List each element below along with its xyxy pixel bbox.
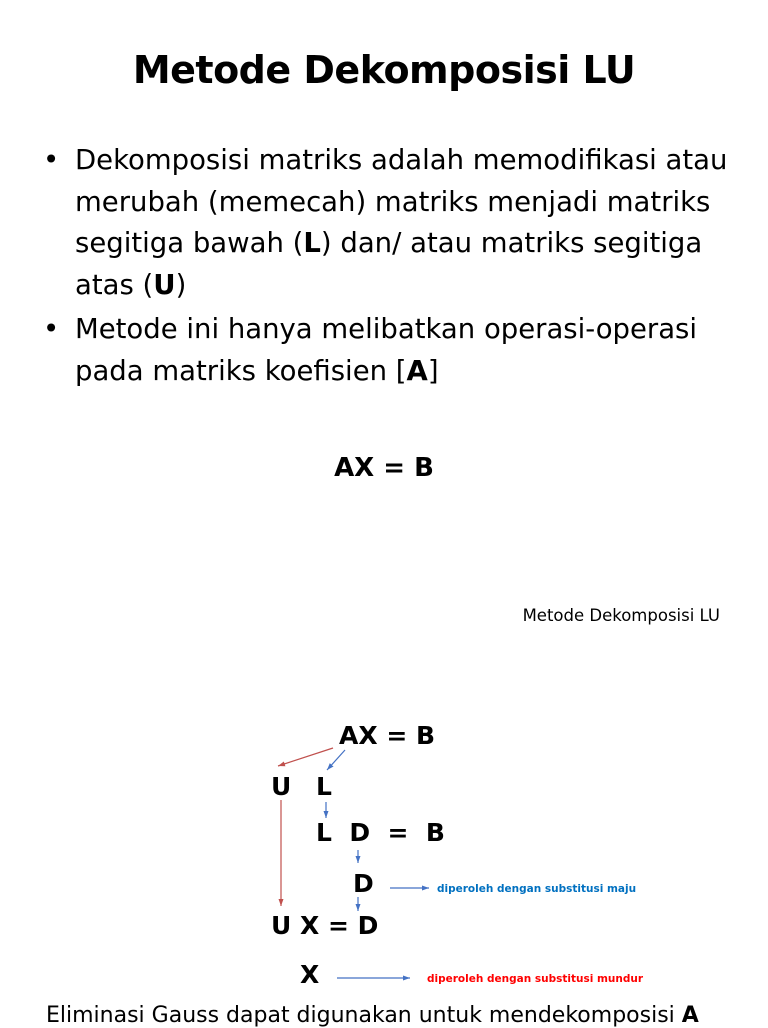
arrow-axb-to-l (327, 750, 345, 770)
node-u: U (271, 772, 292, 801)
node-axb: AX = B (339, 721, 436, 750)
note-forward-substitution: diperoleh dengan substitusi maju (437, 883, 637, 895)
main-equation: AX = B (334, 453, 434, 483)
node-uxd: U X = D (271, 911, 379, 940)
bold-A: A (406, 354, 428, 387)
footer-sentence: Eliminasi Gauss dapat digunakan untuk mendekomposisi (46, 1003, 682, 1028)
bold-L: L (303, 227, 321, 259)
bullet-text: Dekomposisi matriks adalah memodifikasi atau merubah (memecah) matriks menjadi matriks segitiga bawah ( (75, 144, 728, 259)
bullet-text: Metode ini hanya melibatkan operasi-operasi pada matriks koefisien [ (75, 313, 698, 387)
page-title: Metode Dekomposisi LU (132, 48, 636, 92)
bold-U: U (153, 268, 176, 301)
bullet-text: ) (175, 268, 187, 301)
diagram-caption: Metode Dekomposisi LU (522, 606, 720, 625)
bullet-dot-icon: • (43, 313, 60, 345)
arrow-axb-to-u (278, 748, 333, 766)
node-ldb: L D = B (316, 818, 445, 847)
note-backward-substitution: diperoleh dengan substitusi mundur (427, 973, 644, 985)
footer-text (46, 1003, 699, 1028)
node-d: D (353, 869, 374, 898)
footer-bold-A: A (681, 1003, 699, 1028)
node-l: L (316, 772, 332, 801)
node-x: X (300, 960, 320, 989)
bullet-text: ) dan/ atau matriks segitiga atas ( (75, 227, 703, 301)
bullet-text: ] (427, 354, 439, 387)
bullet-dot-icon: • (43, 144, 60, 176)
